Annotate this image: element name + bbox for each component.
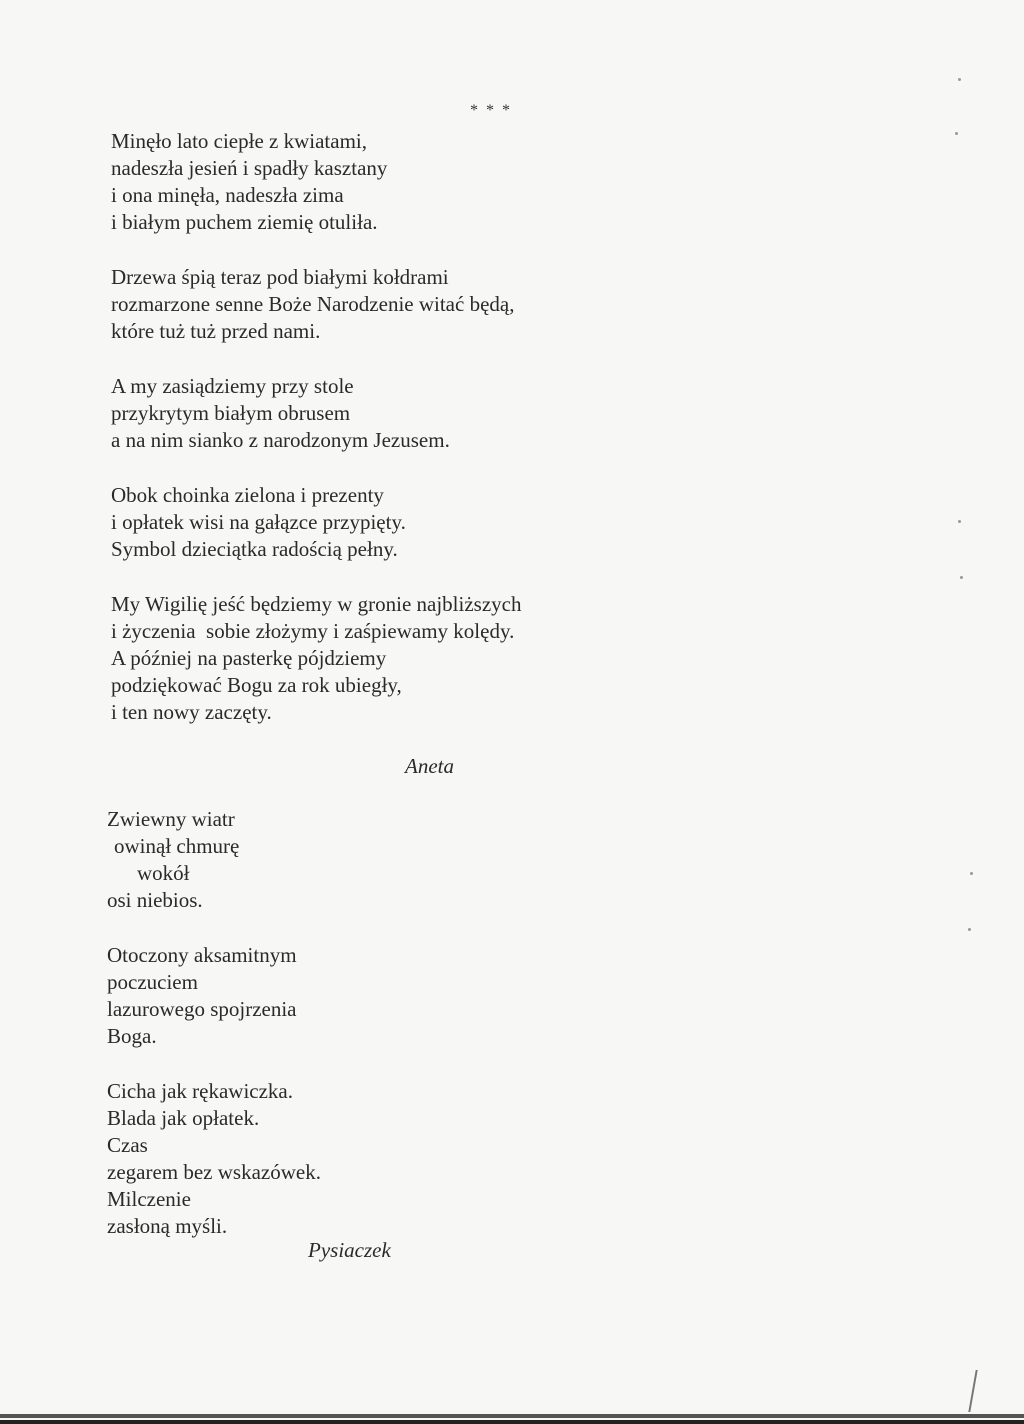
poem-line: owinął chmurę — [114, 834, 240, 858]
poem-line: a na nim sianko z narodzonym Jezusem. — [111, 428, 450, 452]
stanza — [107, 942, 321, 1050]
stanza — [111, 264, 521, 345]
poem-line: i ten nowy zaczęty. — [111, 700, 272, 724]
poem-line: zasłoną myśli. — [107, 1214, 228, 1238]
poem-line: Drzewa śpią teraz pod białymi kołdrami — [111, 265, 449, 289]
stanza — [111, 128, 521, 236]
poem-line: i życzenia sobie złożymy i zaśpiewamy kolędy. — [111, 619, 515, 643]
scan-edge — [0, 1420, 1024, 1424]
scan-artifact — [970, 872, 973, 875]
stanza — [107, 1078, 321, 1240]
poem-line: lazurowego spojrzenia — [107, 997, 297, 1021]
poem-line: Boga. — [107, 1024, 157, 1048]
stanza — [111, 373, 521, 454]
scan-artifact — [968, 1370, 977, 1412]
scan-artifact — [955, 132, 958, 135]
stanza — [111, 482, 521, 563]
poem-line: Symbol dzieciątka radością pełny. — [111, 537, 398, 561]
poem-line: A później na pasterkę pójdziemy — [111, 646, 387, 670]
scan-artifact — [968, 928, 971, 931]
poem-line: Minęło lato ciepłe z kwiatami, — [111, 129, 367, 153]
poem-pysiaczek — [107, 806, 321, 1268]
poem-line: Cicha jak rękawiczka. — [107, 1079, 293, 1103]
poem-line: Zwiewny wiatr — [107, 807, 235, 831]
poem-line: podziękować Bogu za rok ubiegły, — [111, 673, 402, 697]
poem-line: wokół — [137, 861, 190, 885]
poem-line: i ona minęła, nadeszła zima — [111, 183, 344, 207]
poem-line: Milczenie — [107, 1187, 191, 1211]
poem-aneta — [111, 128, 521, 754]
poem-line: nadeszła jesień i spadły kasztany — [111, 156, 388, 180]
poem-author: Pysiaczek — [308, 1238, 391, 1262]
poem-line: Otoczony aksamitnym — [107, 943, 297, 967]
scan-edge — [0, 1414, 1024, 1418]
poem-line: My Wigilię jeść będziemy w gronie najbliższych — [111, 592, 522, 616]
section-separator: * * * — [470, 102, 512, 119]
scan-artifact — [958, 78, 961, 81]
poem-line: które tuż tuż przed nami. — [111, 319, 321, 343]
poem-author: Aneta — [405, 754, 454, 778]
stanza — [107, 806, 321, 914]
poem-line: zegarem bez wskazówek. — [107, 1160, 321, 1184]
poem-line: A my zasiądziemy przy stole — [111, 374, 354, 398]
poem-line: przykrytym białym obrusem — [111, 401, 351, 425]
poem-line: Czas — [107, 1133, 148, 1157]
stanza — [111, 591, 521, 726]
scan-artifact — [958, 520, 961, 523]
poem-line: poczuciem — [107, 970, 198, 994]
poem-line: i białym puchem ziemię otuliła. — [111, 210, 378, 234]
scan-artifact — [960, 576, 963, 579]
poem-line: rozmarzone senne Boże Narodzenie witać będą, — [111, 292, 515, 316]
poem-line: Obok choinka zielona i prezenty — [111, 483, 384, 507]
poem-line: i opłatek wisi na gałązce przypięty. — [111, 510, 406, 534]
poem-line: Blada jak opłatek. — [107, 1106, 260, 1130]
poem-line: osi niebios. — [107, 888, 203, 912]
